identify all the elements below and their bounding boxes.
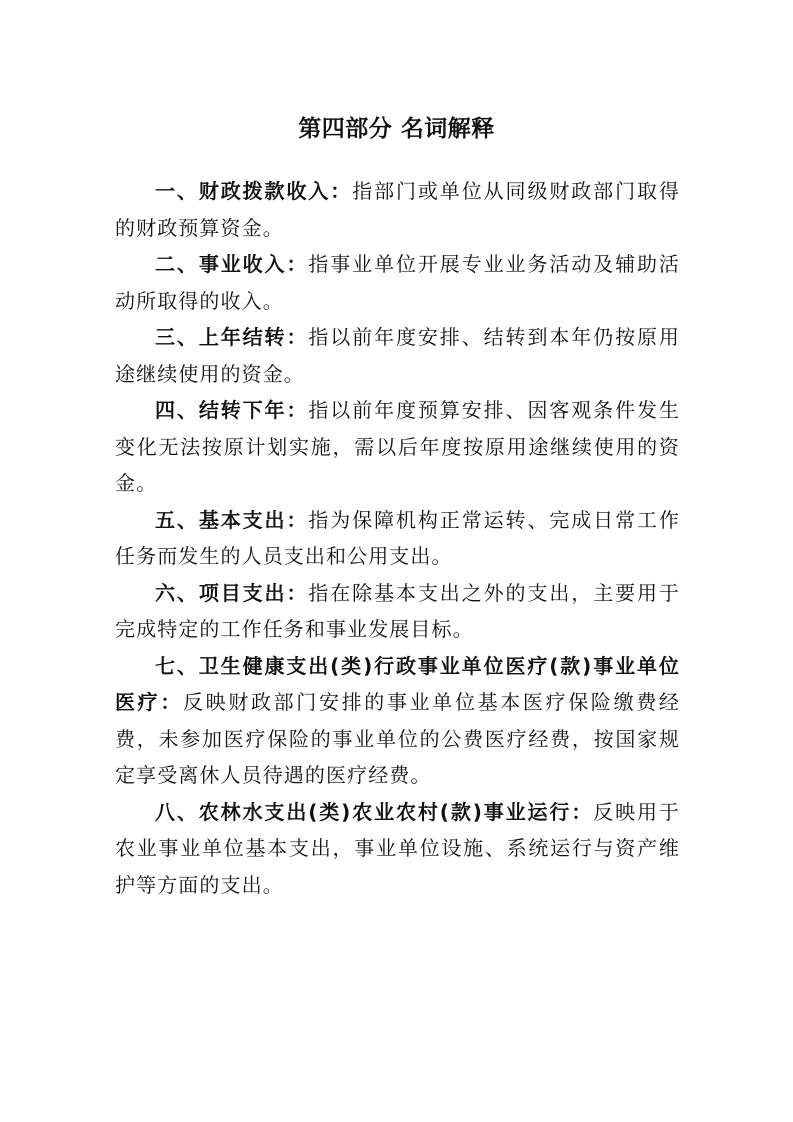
glossary-definition: 指以前年度预算安排、因客观条件发生变化无法按原计划实施，需以后年度按原用途继续使用的资金。 (115, 398, 680, 495)
glossary-definition: 反映用于农业事业单位基本支出，事业单位设施、系统运行与资产维护等方面的支出。 (115, 799, 680, 897)
page-title: 第四部分 名词解释 (298, 116, 495, 142)
glossary-term: 八、农林水支出(类)农业农村(款)事业运行： (155, 799, 594, 824)
glossary-term: 一、财政拨款收入： (155, 179, 353, 203)
glossary-entry (115, 648, 680, 794)
glossary-entry (115, 246, 680, 319)
glossary-term: 五、基本支出： (155, 507, 309, 532)
glossary-term: 二、事业收入： (155, 252, 309, 276)
glossary-body (115, 173, 680, 903)
glossary-term: 六、项目支出： (155, 580, 309, 605)
glossary-entry (115, 392, 680, 502)
glossary-entry (115, 173, 680, 246)
glossary-term: 四、结转下年： (155, 398, 309, 422)
glossary-entry (115, 794, 680, 904)
glossary-definition: 指事业单位开展专业业务活动及辅助活动所取得的收入。 (115, 252, 680, 313)
glossary-definition: 指为保障机构正常运转、完成日常工作任务而发生的人员支出和公用支出。 (115, 507, 680, 568)
glossary-entry (115, 319, 680, 392)
glossary-definition: 指在除基本支出之外的支出，主要用于完成特定的工作任务和事业发展目标。 (115, 580, 680, 641)
glossary-entry (115, 502, 680, 575)
glossary-term: 七、卫生健康支出(类)行政事业单位医疗(款)事业单位医疗： (115, 653, 680, 714)
glossary-definition: 反映财政部门安排的事业单位基本医疗保险缴费经费，未参加医疗保险的事业单位的公费医疗经费，按国家规定享受离休人员待遇的医疗经费。 (115, 690, 680, 787)
glossary-definition: 指部门或单位从同级财政部门取得的财政预算资金。 (115, 179, 681, 240)
glossary-term: 三、上年结转： (155, 325, 309, 349)
glossary-definition: 指以前年度安排、结转到本年仍按原用途继续使用的资金。 (115, 325, 680, 386)
glossary-entry (115, 575, 680, 648)
